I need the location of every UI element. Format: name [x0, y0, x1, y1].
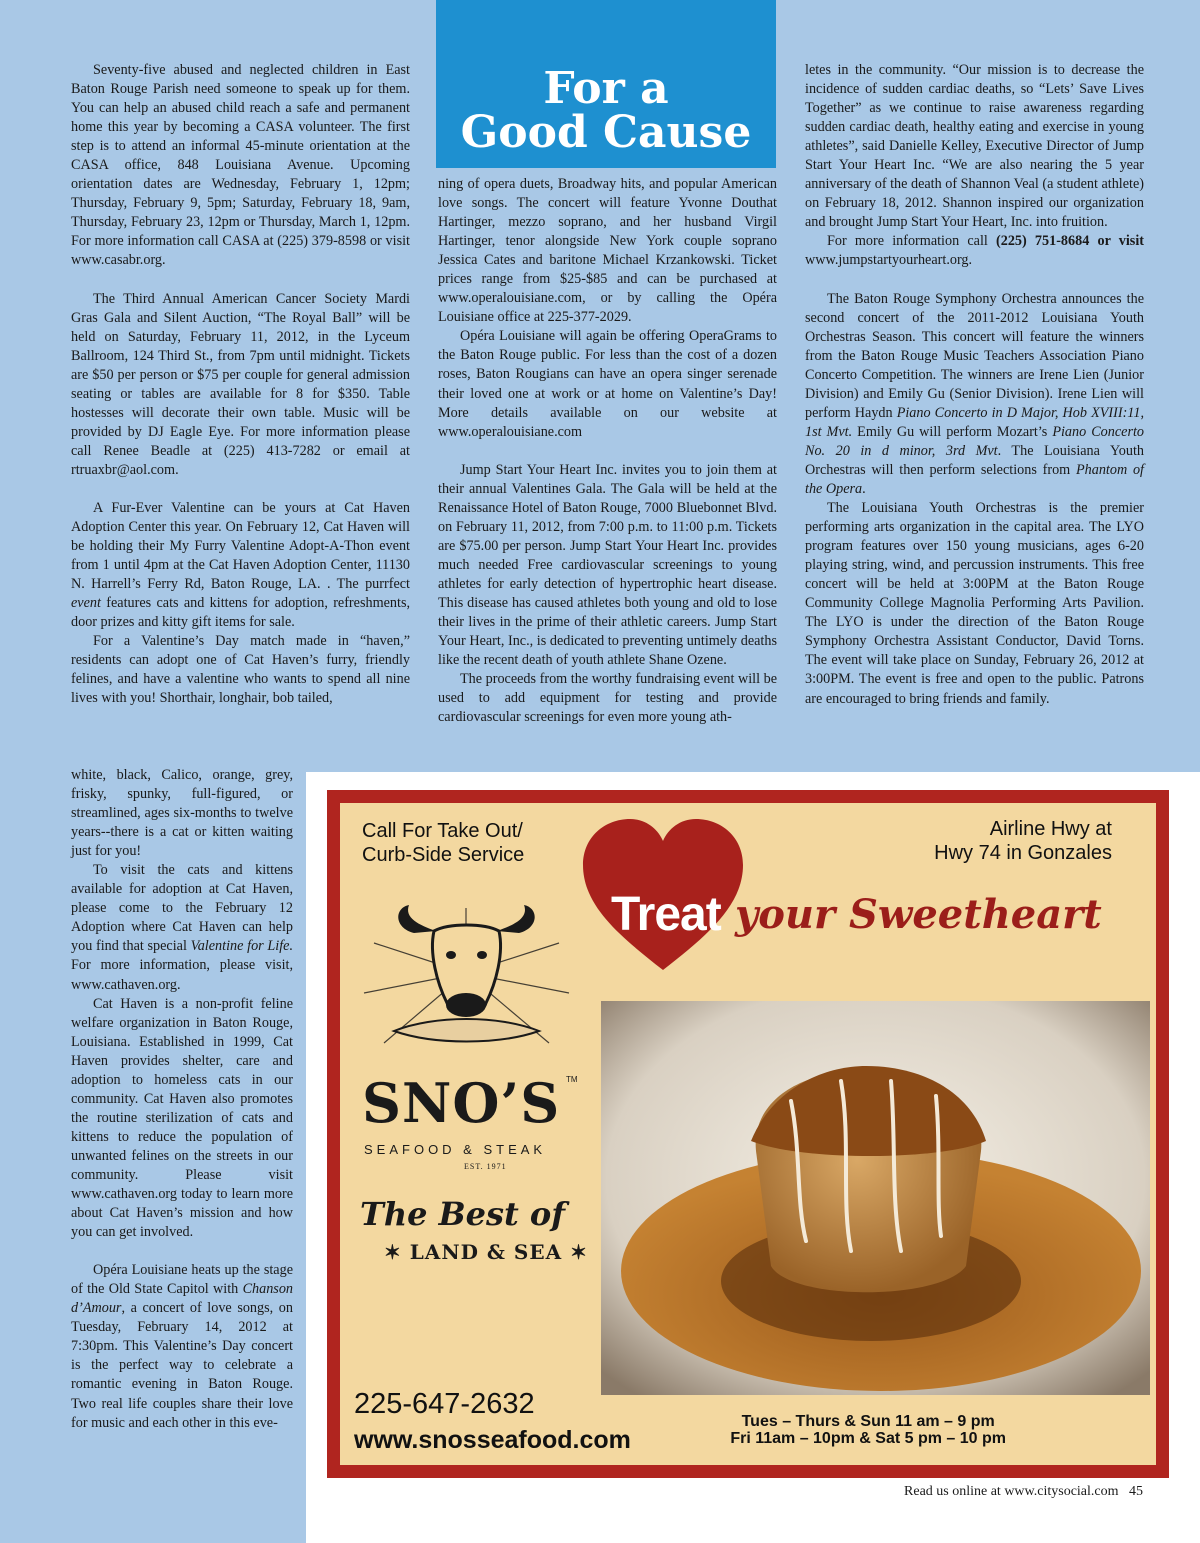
bull-logo-icon [354, 903, 579, 1073]
ad-panel [340, 803, 1156, 1465]
takeout-text: Call For Take Out/ Curb-Side Service [362, 820, 525, 866]
established-text: EST. 1971 [464, 1162, 507, 1171]
column-1-lower [71, 766, 293, 1433]
column-1 [71, 61, 410, 709]
jump-start-continued-paragraph: letes in the community. “Our mission is to decrease the incidence of sudden cardiac deaths, so “Lets’ Save Lives Together” as we continue to raise awareness regarding sudden cardiac death, healthy eating and exercise in young athletes”, said Danielle Kelley, Executive Director of Jump Start Your Heart Inc. “We are also nearing the 5 year anniversary of the death of Shannon Veal (a student athlete) on February 18, 2012. Shannon inspired our organization and brought Jump Start Your Heart, Inc. into fruition. [805, 62, 1144, 231]
proceeds-paragraph: The proceeds from the worthy fundraising event will be used to add equipment for testing and provide cardiovascular screenings for even more young ath- [438, 671, 777, 726]
opera-continued-paragraph: ning of opera duets, Broadway hits, and popular American love songs. The concert will feature Yvonne Douthat Hartinger, mezzo soprano, and her husband Virgil Hartinger, tenor alongside New York couple soprano Jessica Cates and baritone Michael Krzankowski. Ticket prices range from $25-$85 and can be purchased at www.operalouisiane.com, or by calling the Opéra Louisiane office at 225-377-2029. [438, 176, 777, 326]
symphony-paragraph: The Baton Rouge Symphony Orchestra announces the second concert of the 2011-2012 Louisiana Youth Orchestras Season. This concert will feature the winners from the Baton Rouge Music Teachers Association Piano Concerto Competition. The winners are Irene Lien (Junior Division) and Emily Gu (Senior Division). Irene Lien will perform Haydn Piano Concerto in D Major, Hob XVIII:11, 1st Mvt. Emily Gu will perform Mozart’s Piano Concerto No. 20 in d minor, 3rd Mvt. The Louisiana Youth Orchestras will then perform selections from Phantom of the Opera. [805, 290, 1145, 497]
best-of-text: The Best of [360, 1195, 566, 1233]
cat-list-paragraph: white, black, Calico, orange, grey, frisky, spunky, full-figured, or streamlined, ages six-months to twelve years--there is a cat or kitten waiting just for you! [71, 767, 293, 860]
operagrams-paragraph: Opéra Louisiane will again be offering OperaGrams to the Baton Rouge public. For less than the cost of a dozen roses, Baton Rougians can have an opera singer serenade their loved one at work or at home on Valentine’s Day! More details available on our website at www.operalouisiane.com [438, 328, 777, 440]
banner-line-1: For a [543, 63, 669, 114]
footer-text: Read us online at www.citysocial.com [904, 1484, 1119, 1499]
cat-visit-paragraph: To visit the cats and kittens available for adoption at Cat Haven, please come to the February 12 Adoption where Cat Haven can help you find that special Valentine for Life. For more information, please visit, www.cathaven.org. [71, 862, 293, 993]
land-sea-text: ✶ LAND & SEA ✶ [384, 1240, 588, 1264]
section-banner [436, 0, 776, 168]
opera-paragraph: Opéra Louisiane heats up the stage of the Old State Capitol with Chanson d’Amour, a concert of love songs, on Tuesday, February 14, 2012 at 7:30pm. This Valentine’s Day concert is the perfect way to celebrate a romantic evening in Baton Rouge. Two real life couples share their love for music and each other in this eve- [71, 1262, 294, 1431]
jump-start-contact-paragraph: For more information call (225) 751-8684 or visit www.jumpstartyourheart.org. [805, 233, 1144, 269]
brand-subtitle: SEAFOOD & STEAK [364, 1142, 547, 1157]
lyo-paragraph: The Louisiana Youth Orchestras is the premier performing arts organization in the capital area. The LYO program features over 150 young musicians, ages 6-20 playing string, wind, and percussion instruments. This free concert will be held at 3:00PM at the Baton Rouge Community College Magnolia Performing Arts Pavilion. The LYO is under the direction of the Baton Rouge Symphony Orchestra Assistant Conductor, David Torns. The event will take place on Sunday, February 26, 2012 at 3:00PM. The event is free and open to the public. Patrons are encouraged to bring friends and family. [805, 500, 1144, 707]
brand-name: SNO’S [362, 1071, 561, 1135]
column-2 [438, 175, 777, 727]
snos-advertisement[interactable] [327, 790, 1169, 1478]
jump-start-paragraph: Jump Start Your Heart Inc. invites you to join them at their annual Valentines Gala. The Gala will be held at the Renaissance Hotel of Baton Rouge, 7000 Bluebonnet Blvd. on February 11, 2012, from 7:00 p.m. to 11:00 p.m. Tickets are $75.00 per person. Jump Start Your Heart Inc. provides much needed Free cardiovascular screenings to young athletes for early detection of hypertrophic heart disease. This disease has caused athletes both young and old to lose their lives in the prime of their athletic careers. Jump Start Your Heart, Inc., is dedicated to preventing untimely deaths like the recent death of youth athlete Shane Ozene. [438, 461, 777, 669]
sweetheart-text: your Sweetheart [735, 891, 1102, 938]
location-text: Airline Hwy at Hwy 74 in Gonzales [934, 818, 1112, 864]
cat-haven-about-paragraph: Cat Haven is a non-profit feline welfare organization in Baton Rouge, Louisiana. Established in 1999, Cat Haven provides shelter, care and adoption to homeless cats in our community. Cat Haven also promotes the routine sterilization of cats and kittens to reduce the population of unwanted felines on the streets in our community. Please visit www.cathaven.org today to learn more about Cat Haven’s mission and how you can get involved. [71, 995, 293, 1241]
website-link[interactable]: www.snosseafood.com [354, 1426, 631, 1454]
phone-number[interactable]: 225-647-2632 [354, 1388, 535, 1420]
cancer-gala-paragraph: The Third Annual American Cancer Society Mardi Gras Gala and Silent Auction, “The Royal Ball” will be held on Saturday, February 11, 2012, in the Lyceum Ballroom, 124 Third St., from 7pm until midnight. Tickets are $50 per person or $75 per couple for general admission seating or tables are available for 8 for $350. Table hostesses will decorate their own table. Music will be provided by DJ Eagle Eye. For more information please call Renee Beadle at (225) 413-7282 or email at rtruaxbr@aol.com. [71, 290, 410, 478]
dessert-photo-icon [601, 1001, 1150, 1395]
treat-text: Treat [611, 888, 721, 941]
page-footer [904, 1484, 1143, 1500]
valentine-match-paragraph: For a Valentine’s Day match made in “haven,” residents can adopt one of Cat Haven’s furry, friendly felines, and have a valentine who wants to spend all nine lives with you! Shorthair, longhair, bob tailed, [71, 633, 410, 707]
column-3 [805, 61, 1144, 709]
cat-haven-paragraph: A Fur-Ever Valentine can be yours at Cat Haven Adoption Center this year. On February 12, Cat Haven will be holding their My Furry Valentine Adopt-A-Thon event from 1 until 4pm at the Cat Haven Adoption Center, 11130 N. Harrell’s Ferry Rd, Baton Rouge, LA. . The purrfect event features cats and kittens for adoption, refreshments, door prizes and kitty gift items for sale. [71, 499, 411, 631]
banner-line-2: Good Cause [460, 107, 752, 158]
casa-paragraph: Seventy-five abused and neglected children in East Baton Rouge Parish need someone to speak up for them. You can help an abused child reach a safe and permanent home this year by becoming a CASA volunteer. The first step is to attend an informal 45-minute orientation at the CASA office, 848 Louisiana Avenue. Upcoming orientation dates are Wednesday, February 1, 12pm; Thursday, February 9, 5pm; Saturday, February 18, 9am, Thursday, February 23, 12pm or Thursday, March 1, 12pm. For more information call CASA at (225) 379-8598 or visit www.casabr.org. [71, 62, 410, 269]
trademark-mark: TM [566, 1075, 578, 1084]
page-number: 45 [1129, 1484, 1143, 1499]
opening-hours: Tues – Thurs & Sun 11 am – 9 pm Fri 11am – 10pm & Sat 5 pm – 10 pm [730, 1413, 1006, 1447]
